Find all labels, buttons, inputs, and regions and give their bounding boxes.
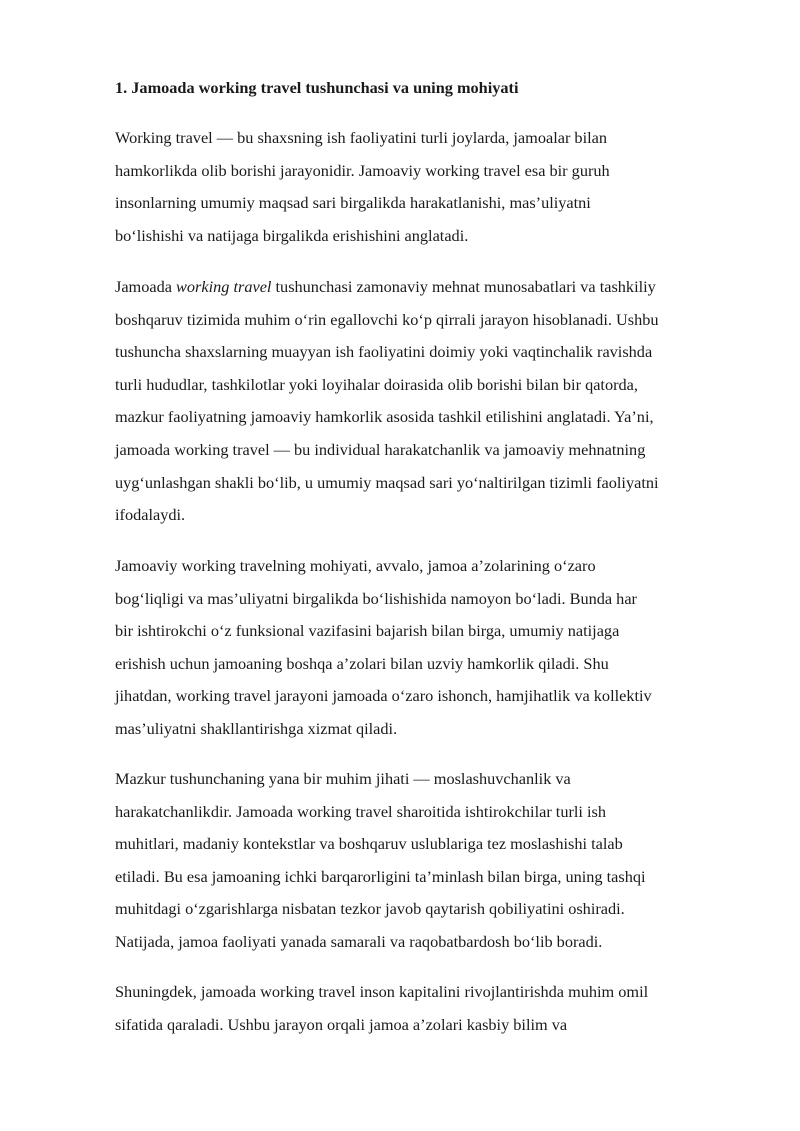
paragraph-line: sifatida qaraladi. Ushbu jarayon orqali jamoa a’zolari kasbiy bilim va xyxy=(115,1014,568,1034)
paragraph-3 xyxy=(115,550,750,746)
paragraph-line: mazkur faoliyatning jamoaviy hamkorlik asosida tashkil etilishini anglatadi. Ya’ni, xyxy=(115,407,654,427)
paragraph-line: Working travel — bu shaxsning ish faoliyatini turli joylarda, jamoalar bilan xyxy=(115,128,607,147)
paragraph-line: bo‘lishishi va natijaga birgalikda erishishini anglatadi. xyxy=(115,225,469,245)
paragraph-line: muhitdagi o‘zgarishlarga nisbatan tezkor javob qaytarish qobiliyatini oshiradi. xyxy=(115,899,625,919)
paragraph-line: Jamoaviy working travelning mohiyati, avvalo, jamoa a’zolarining o‘zaro xyxy=(115,556,596,575)
paragraph-line: Mazkur tushunchaning yana bir muhim jihati — moslashuvchanlik va xyxy=(115,769,571,788)
paragraph-line: mas’uliyatni shakllantirishga xizmat qiladi. xyxy=(115,718,398,738)
paragraph-line: uyg‘unlashgan shakli bo‘lib, u umumiy maqsad sari yo‘naltirilgan tizimli faoliyatni xyxy=(115,472,659,492)
paragraph-line: insonlarning umumiy maqsad sari birgalikda harakatlanishi, mas’uliyatni xyxy=(115,193,591,213)
paragraph-line: jamoada working travel — bu individual harakatchanlik va jamoaviy mehnatning xyxy=(115,439,646,459)
paragraph-line: bir ishtirokchi o‘z funksional vazifasini bajarish bilan birga, umumiy natijaga xyxy=(115,621,620,641)
paragraph-line: bog‘liqligi va mas’uliyatni birgalikda bo‘lishishida namoyon bo‘ladi. Bunda har xyxy=(115,588,637,608)
line-prefix: Jamoada xyxy=(115,277,177,296)
line-suffix: tushunchasi zamonaviy mehnat munosabatlari va tashkiliy xyxy=(271,277,656,296)
paragraph-line: tushuncha shaxslarning muayyan ish faoliyatini doimiy yoki vaqtinchalik ravishda xyxy=(115,342,653,362)
paragraph-2 xyxy=(115,271,750,532)
paragraph-line: hamkorlikda olib borishi jarayonidir. Jamoaviy working travel esa bir guruh xyxy=(115,160,610,180)
paragraph-line xyxy=(115,271,750,304)
paragraph-5 xyxy=(115,976,750,1041)
paragraph-line: erishish uchun jamoaning boshqa a’zolari bilan uzviy hamkorlik qiladi. Shu xyxy=(115,653,609,673)
paragraph-line: turli hududlar, tashkilotlar yoki loyihalar doirasida olib borishi bilan bir qatorda, xyxy=(115,374,638,394)
paragraph-1 xyxy=(115,122,750,252)
paragraph-line: harakatchanlikdir. Jamoada working travel sharoitida ishtirokchilar turli ish xyxy=(115,801,607,821)
paragraph-line: jihatdan, working travel jarayoni jamoada o‘zaro ishonch, hamjihatlik va kollektiv xyxy=(115,686,652,706)
paragraph-line: boshqaruv tizimida muhim o‘rin egallovchi ko‘p qirrali jarayon hisoblanadi. Ushbu xyxy=(115,309,659,329)
paragraph-line: Natijada, jamoa faoliyati yanada samarali va raqobatbardosh bo‘lib boradi. xyxy=(115,931,603,951)
paragraph-line: Shuningdek, jamoada working travel inson kapitalini rivojlantirishda muhim omil xyxy=(115,982,649,1001)
paragraph-line: muhitlari, madaniy kontekstlar va boshqaruv uslublariga tez moslashishi talab xyxy=(115,834,623,854)
section-heading: 1. Jamoada working travel tushunchasi va uning mohiyati xyxy=(115,78,519,97)
paragraph-line: ifodalaydi. xyxy=(115,505,186,525)
paragraph-4 xyxy=(115,763,750,959)
paragraph-line: etiladi. Bu esa jamoaning ichki barqarorligini ta’minlash bilan birga, uning tashqi xyxy=(115,866,646,886)
emphasized-term: working travel xyxy=(176,277,272,296)
